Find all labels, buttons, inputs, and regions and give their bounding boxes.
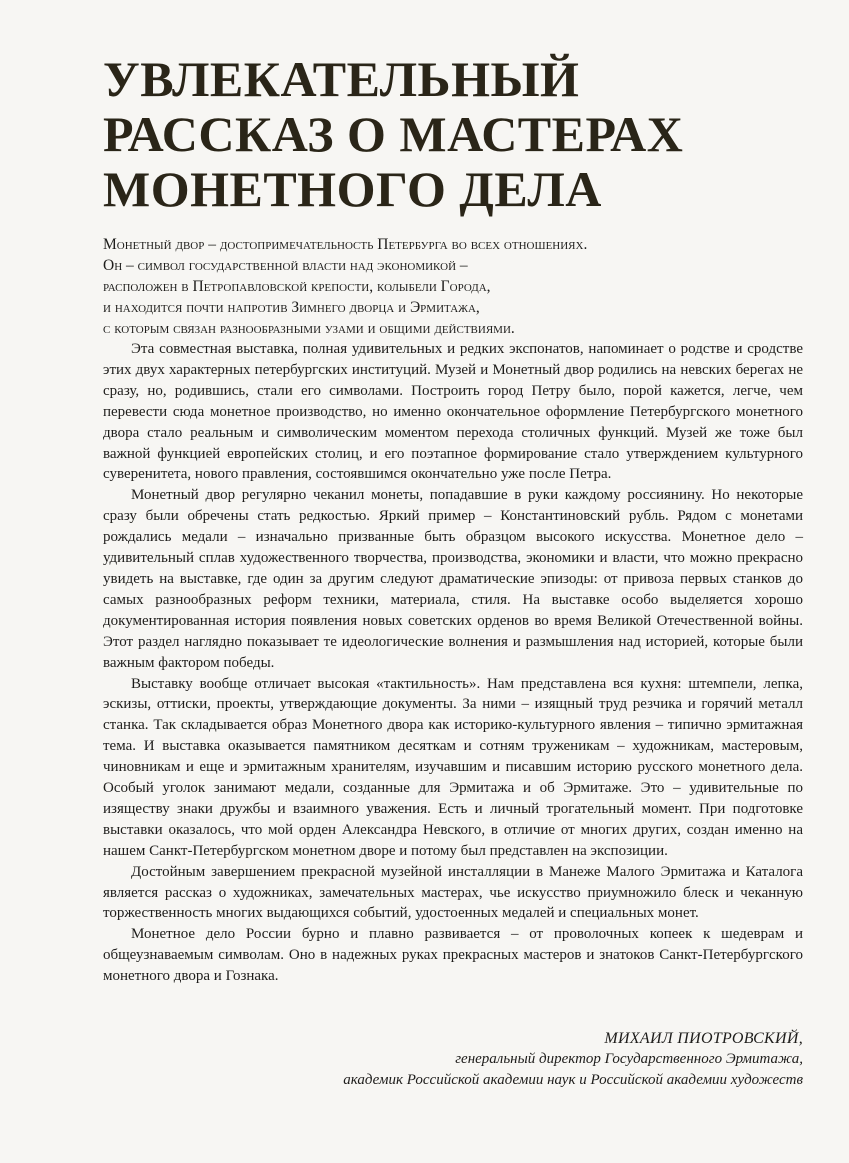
author-signature — [343, 1028, 803, 1091]
page-title — [103, 52, 683, 217]
lead-line-4: и находится почти напротив Зимнего дворца и Эрмитажа, — [103, 299, 480, 316]
body-paragraph-5: Монетное дело России бурно и плавно развивается – от проволочных копеек к шедеврам и общеузнаваемым символам. Оно в надежных руках прекрасных мастеров и знатоков Санкт-Петербургского монетного двора и Гознака. — [103, 926, 803, 985]
body-paragraph-4: Достойным завершением прекрасной музейной инсталляции в Манеже Малого Эрмитажа и Каталога является рассказ о художниках, замечательных мастерах, чье искусство приумножило блеск и чеканную торжественность многих выдающихся событий, удостоенных медалей и специальных монет. — [103, 863, 803, 922]
title-line-2: РАССКАЗ О МАСТЕРАХ — [103, 106, 684, 162]
author-name: МИХАИЛ ПИОТРОВСКИЙ, — [604, 1030, 803, 1047]
title-line-3: МОНЕТНОГО ДЕЛА — [103, 161, 602, 217]
lead-line-1: Монетный двор – достопримечательность Петербурга во всех отношениях. — [103, 236, 588, 253]
author-role-1: генеральный директор Государственного Эрмитажа, — [455, 1051, 803, 1067]
lead-line-3: расположен в Петропавловской крепости, колыбели Города, — [103, 278, 491, 295]
article-body — [103, 339, 803, 987]
title-line-1: УВЛЕКАТЕЛЬНЫЙ — [103, 51, 580, 107]
author-role-2: академик Российской академии наук и Российской академии художеств — [343, 1072, 803, 1088]
lead-line-2: Он – символ государственной власти над экономикой – — [103, 257, 468, 274]
lead-line-5: с которым связан разнообразными узами и общими действиями. — [103, 320, 515, 337]
body-paragraph-3: Выставку вообще отличает высокая «тактильность». Нам представлена вся кухня: штемпели, лепка, эскизы, оттиски, проекты, утверждающие документы. За ними – изящный труд резчика и горячий металл станка. Так складывается образ Монетного двора как историко-культурного явления – типично эрмитажная тема. И выставка оказывается памятником десяткам и сотням труженикам – художникам, мастеровым, чиновникам и еще и эрмитажным хранителям, изучавшим и писавшим историю русского монетного дела. Особый уголок занимают медали, созданные для Эрмитажа и об Эрмитаже. Это – удивительные по изяществу знаки дружбы и взаимного уважения. Есть и личный трогательный момент. При подготовке выставки оказалось, что мой орден Александра Невского, в отличие от многих других, создан именно на нашем Санкт-Петербургском монетном дворе и потому был представлен на экспозиции. — [103, 675, 803, 859]
body-paragraph-2: Монетный двор регулярно чеканил монеты, попадавшие в руки каждому россиянину. Но некоторые сразу были обречены стать редкостью. Яркий пример – Константиновский рубль. Рядом с монетами рождались медали – изначально призванные быть образцом высокого искусства. Монетное дело – удивительный сплав художественного творчества, производства, экономики и власти, что можно прекрасно увидеть на выставке, где один за другим следуют драматические эпизоды: от привоза первых станков до самых разнообразных реформ техники, материала, стиля. На выставке особо выделяется хорошо документированная история появления новых советских орденов во время Великой Отечественной войны. Этот раздел наглядно показывает те идеологические волнения и размышления над историей, которые были важным фактором победы. — [103, 487, 803, 671]
lead-paragraph — [103, 234, 803, 339]
body-paragraph-1: Эта совместная выставка, полная удивительных и редких экспонатов, напоминает о родстве и сродстве этих двух характерных петербургских институций. Музей и Монетный двор родились на невских берегах не сразу, но, родившись, стали его символами. Построить город Петру было, порой кажется, легче, чем перевести сюда монетное производство, но именно окончательное оформление Петербургского монетного двора стало реальным и символическим моментом перехода столичных функций. Музей же тоже был важной функцией европейских столиц, и его поэтапное формирование стало утверждением культурного суверенитета, нового правления, состоявшимся окончательно уже после Петра. — [103, 341, 803, 483]
